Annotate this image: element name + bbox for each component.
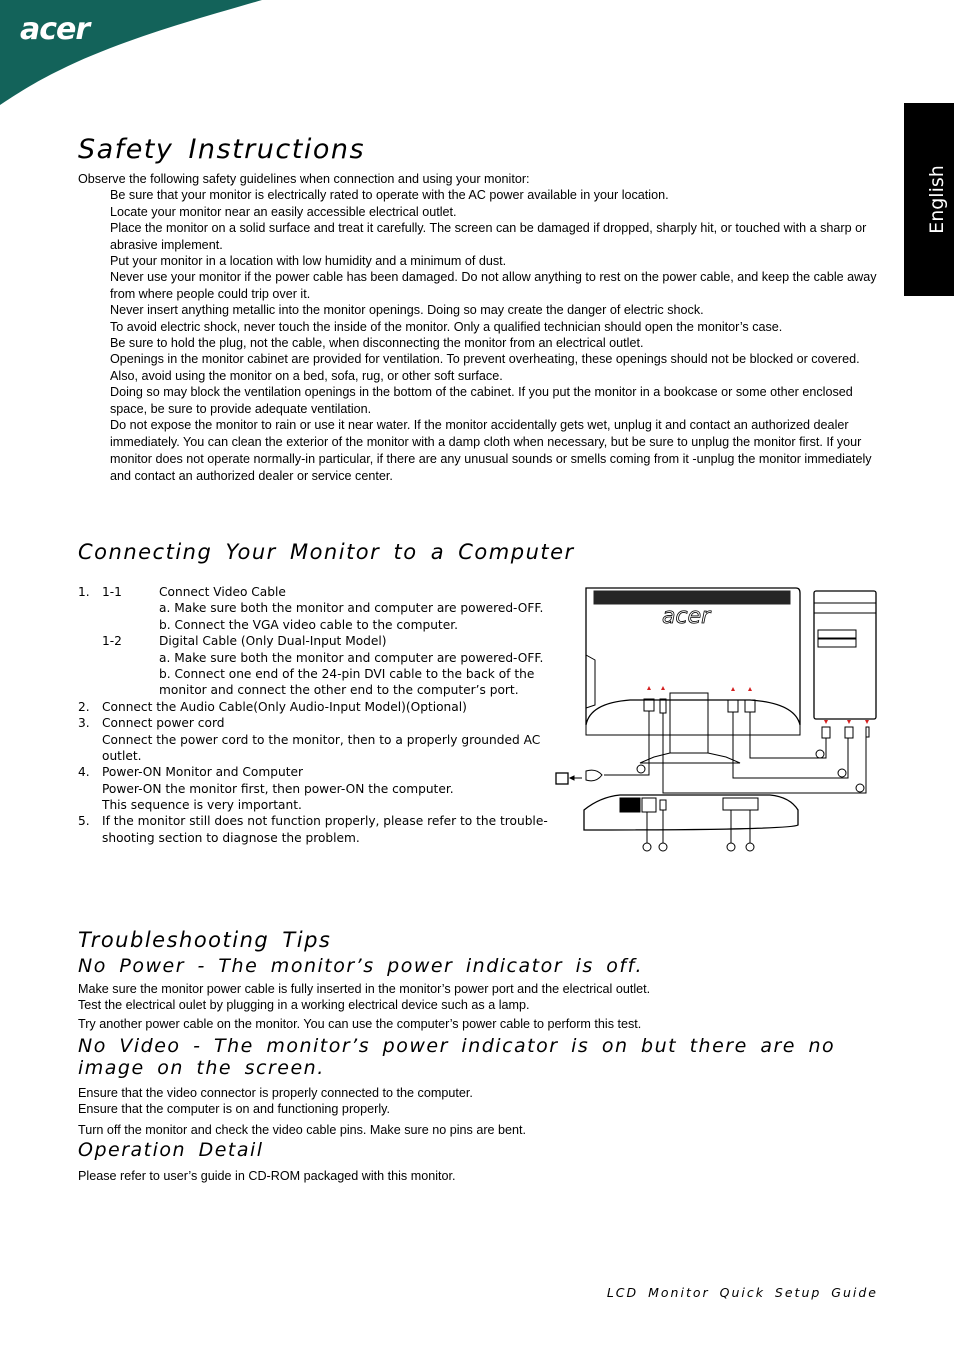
safety-item: Never use your monitor if the power cable has been damaged. Do not allow anything to rest on the power cable, and keep the cable away from where people could trip over it. bbox=[110, 270, 877, 301]
safety-item: Be sure that your monitor is electrically rated to operate with the AC power available in your location. bbox=[110, 188, 669, 203]
step-number: 3. bbox=[78, 716, 90, 731]
operation-heading: Operation Detail bbox=[78, 1139, 264, 1161]
connector-arrows bbox=[647, 686, 869, 724]
step-text: outlet. bbox=[102, 748, 142, 763]
connecting-title: Connecting Your Monitor to a Computer bbox=[78, 540, 575, 564]
language-label: English bbox=[926, 165, 948, 234]
safety-item: Doing so may block the ventilation openings in the bottom of the cabinet. If you put the monitor in a bookcase or some other enclosed space, be sure to provide adequate ventilation. bbox=[110, 385, 853, 416]
step-number: 4. bbox=[78, 765, 90, 780]
tip-line: Ensure that the video connector is properly connected to the computer. bbox=[78, 1086, 473, 1100]
safety-item: Locate your monitor near an easily accessible electrical outlet. bbox=[110, 204, 457, 219]
connecting-steps bbox=[78, 584, 568, 846]
safety-body bbox=[78, 171, 883, 485]
monitor-acer-logo: acer bbox=[662, 604, 711, 629]
step-title: Digital Cable (Only Dual-Input Model) bbox=[159, 634, 387, 649]
header-swoosh bbox=[0, 0, 954, 110]
step-number: 1. bbox=[78, 585, 90, 599]
outlet-icon bbox=[556, 773, 568, 784]
step-text: Connect the power cord to the monitor, then to a properly grounded AC bbox=[102, 732, 541, 747]
substep-number: 1-1 bbox=[102, 585, 122, 599]
step-text: b. Connect the VGA video cable to the computer. bbox=[159, 617, 458, 632]
no-video-heading bbox=[78, 1035, 835, 1079]
no-power-body bbox=[78, 981, 878, 1032]
acer-logo: acer bbox=[20, 12, 90, 47]
tip-line: Turn off the monitor and check the video cable pins. Make sure no pins are bent. bbox=[78, 1122, 527, 1137]
step-text: Power-ON the monitor first, then power-ON the computer. bbox=[102, 781, 454, 796]
operation-line: Please refer to user’s guide in CD-ROM packaged with this monitor. bbox=[78, 1169, 456, 1183]
step-number: 5. bbox=[78, 814, 90, 829]
safety-item: Never insert anything metallic into the monitor openings. Doing so may create the danger of electric shock. bbox=[110, 303, 704, 318]
step-text: a. Make sure both the monitor and computer are powered-OFF. bbox=[159, 650, 544, 665]
step-text: a. Make sure both the monitor and computer are powered-OFF. bbox=[159, 601, 544, 616]
connection-diagram bbox=[550, 585, 890, 855]
step-title: Connect the Audio Cable(Only Audio-Input Model)(Optional) bbox=[102, 699, 467, 714]
step-title: Power-ON Monitor and Computer bbox=[102, 765, 303, 780]
safety-item: Be sure to hold the plug, not the cable, when disconnecting the monitor from an electrical outlet. bbox=[110, 336, 644, 351]
step-text: If the monitor still does not function properly, please refer to the trouble- bbox=[102, 814, 548, 829]
tip-line: Test the electrical oulet by plugging in a working electrical device such as a lamp. bbox=[78, 998, 530, 1013]
no-power-heading: No Power - The monitor’s power indicator is off. bbox=[78, 955, 643, 977]
step-text: shooting section to diagnose the problem. bbox=[102, 830, 360, 845]
substep-number: 1-2 bbox=[102, 634, 122, 649]
step-title: Connect power cord bbox=[102, 716, 225, 731]
safety-item: Openings in the monitor cabinet are provided for ventilation. To prevent overheating, these openings should not be blocked or covered. Also, avoid using the monitor on a bed, sofa, rug, or other soft surface. bbox=[110, 352, 860, 383]
safety-item: Do not expose the monitor to rain or use it near water. If the monitor accidentally gets wet, unplug it and contact an authorized dealer immediately. You can clean the exterior of the monitor with a damp cloth when necessary, but be sure to unplug the monitor first. If your monitor does not operate normally-in particular, if there are any unusual sounds or smells coming from it -unplug the monitor immediately and contact an authorized dealer or service center. bbox=[110, 418, 872, 484]
troubleshooting-title: Troubleshooting Tips bbox=[78, 928, 332, 952]
safety-title: Safety Instructions bbox=[78, 134, 366, 165]
footer-title: LCD Monitor Quick Setup Guide bbox=[606, 1285, 878, 1300]
operation-body bbox=[78, 1168, 878, 1184]
language-tab bbox=[904, 103, 954, 296]
tip-line: Try another power cable on the monitor. You can use the computer’s power cable to perform this test. bbox=[78, 1016, 642, 1031]
no-video-heading-line1: No Video - The monitor’s power indicator is on but there are no bbox=[78, 1035, 836, 1057]
step-text: monitor and connect the other end to the computer’s port. bbox=[159, 683, 519, 698]
safety-item: Place the monitor on a solid surface and treat it carefully. The screen can be damaged if dropped, sharply hit, or touched with a sharp or abrasive implement. bbox=[110, 221, 867, 252]
safety-item: Put your monitor in a location with low humidity and a minimum of dust. bbox=[110, 254, 507, 269]
step-number: 2. bbox=[78, 699, 90, 714]
step-text: b. Connect one end of the 24-pin DVI cable to the back of the bbox=[159, 666, 535, 681]
no-video-heading-line2: image on the screen. bbox=[78, 1057, 325, 1079]
safety-item: To avoid electric shock, never touch the inside of the monitor. Only a qualified technician should open the monitor’s case. bbox=[110, 319, 783, 334]
step-text: This sequence is very important. bbox=[102, 798, 302, 813]
tip-line: Make sure the monitor power cable is fully inserted in the monitor’s power port and the electrical outlet. bbox=[78, 982, 651, 996]
safety-intro: Observe the following safety guidelines when connection and using your monitor: bbox=[78, 172, 530, 186]
step-title: Connect Video Cable bbox=[159, 585, 286, 599]
vent-grille bbox=[594, 591, 790, 604]
tip-line: Ensure that the computer is on and functioning properly. bbox=[78, 1102, 390, 1117]
no-video-body bbox=[78, 1085, 878, 1138]
